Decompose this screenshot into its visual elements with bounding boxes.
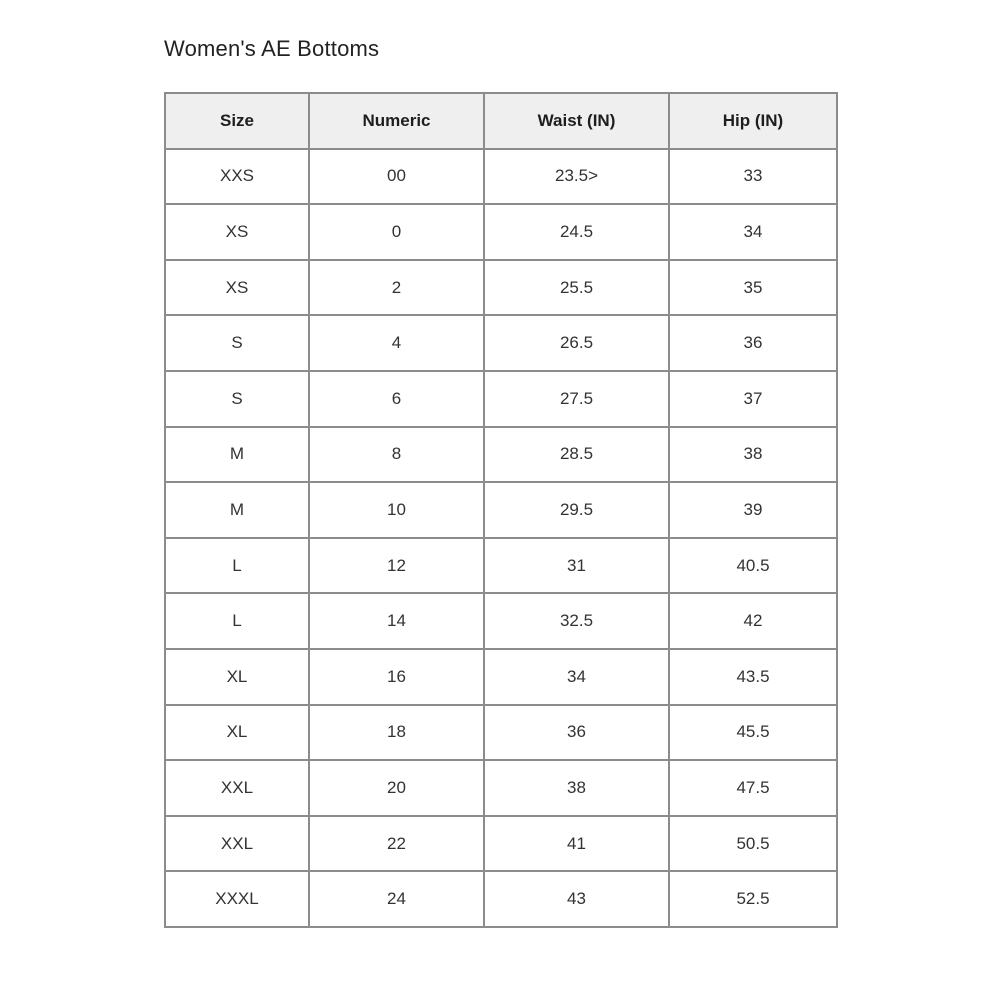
table-row — [165, 149, 837, 205]
cell-hip: 47.5 — [669, 760, 837, 816]
table-row — [165, 260, 837, 316]
cell-size: L — [165, 593, 309, 649]
cell-numeric: 18 — [309, 705, 484, 761]
cell-size: XXL — [165, 760, 309, 816]
table-row — [165, 204, 837, 260]
table-header-row — [165, 93, 837, 149]
cell-numeric: 12 — [309, 538, 484, 594]
cell-numeric: 4 — [309, 315, 484, 371]
cell-size: XXXL — [165, 871, 309, 927]
cell-numeric: 22 — [309, 816, 484, 872]
cell-waist: 24.5 — [484, 204, 669, 260]
cell-numeric: 16 — [309, 649, 484, 705]
table-row — [165, 705, 837, 761]
cell-hip: 33 — [669, 149, 837, 205]
header-size: Size — [165, 93, 309, 149]
cell-waist: 23.5> — [484, 149, 669, 205]
cell-waist: 25.5 — [484, 260, 669, 316]
cell-numeric: 20 — [309, 760, 484, 816]
cell-numeric: 6 — [309, 371, 484, 427]
cell-waist: 41 — [484, 816, 669, 872]
cell-size: M — [165, 482, 309, 538]
cell-hip: 38 — [669, 427, 837, 483]
cell-size: L — [165, 538, 309, 594]
cell-size: XL — [165, 705, 309, 761]
table-row — [165, 816, 837, 872]
header-numeric: Numeric — [309, 93, 484, 149]
cell-waist: 29.5 — [484, 482, 669, 538]
cell-hip: 45.5 — [669, 705, 837, 761]
table-row — [165, 871, 837, 927]
cell-waist: 34 — [484, 649, 669, 705]
table-row — [165, 593, 837, 649]
cell-size: XS — [165, 260, 309, 316]
cell-hip: 34 — [669, 204, 837, 260]
table-row — [165, 427, 837, 483]
cell-hip: 39 — [669, 482, 837, 538]
cell-waist: 38 — [484, 760, 669, 816]
cell-numeric: 00 — [309, 149, 484, 205]
cell-numeric: 10 — [309, 482, 484, 538]
cell-size: XXL — [165, 816, 309, 872]
cell-size: XXS — [165, 149, 309, 205]
page-title: Women's AE Bottoms — [164, 36, 380, 61]
table-row — [165, 371, 837, 427]
cell-size: XL — [165, 649, 309, 705]
cell-waist: 26.5 — [484, 315, 669, 371]
cell-waist: 43 — [484, 871, 669, 927]
cell-waist: 31 — [484, 538, 669, 594]
cell-hip: 35 — [669, 260, 837, 316]
cell-hip: 43.5 — [669, 649, 837, 705]
cell-hip: 52.5 — [669, 871, 837, 927]
table-row — [165, 649, 837, 705]
header-hip: Hip (IN) — [669, 93, 837, 149]
cell-numeric: 2 — [309, 260, 484, 316]
cell-numeric: 8 — [309, 427, 484, 483]
cell-size: XS — [165, 204, 309, 260]
cell-waist: 32.5 — [484, 593, 669, 649]
size-chart-table — [164, 92, 838, 928]
cell-waist: 28.5 — [484, 427, 669, 483]
cell-hip: 37 — [669, 371, 837, 427]
cell-hip: 40.5 — [669, 538, 837, 594]
table-row — [165, 482, 837, 538]
cell-numeric: 0 — [309, 204, 484, 260]
cell-hip: 42 — [669, 593, 837, 649]
table-row — [165, 315, 837, 371]
cell-waist: 36 — [484, 705, 669, 761]
cell-numeric: 24 — [309, 871, 484, 927]
cell-numeric: 14 — [309, 593, 484, 649]
cell-waist: 27.5 — [484, 371, 669, 427]
cell-size: M — [165, 427, 309, 483]
cell-hip: 50.5 — [669, 816, 837, 872]
header-waist: Waist (IN) — [484, 93, 669, 149]
cell-hip: 36 — [669, 315, 837, 371]
cell-size: S — [165, 371, 309, 427]
table-row — [165, 538, 837, 594]
cell-size: S — [165, 315, 309, 371]
table-row — [165, 760, 837, 816]
